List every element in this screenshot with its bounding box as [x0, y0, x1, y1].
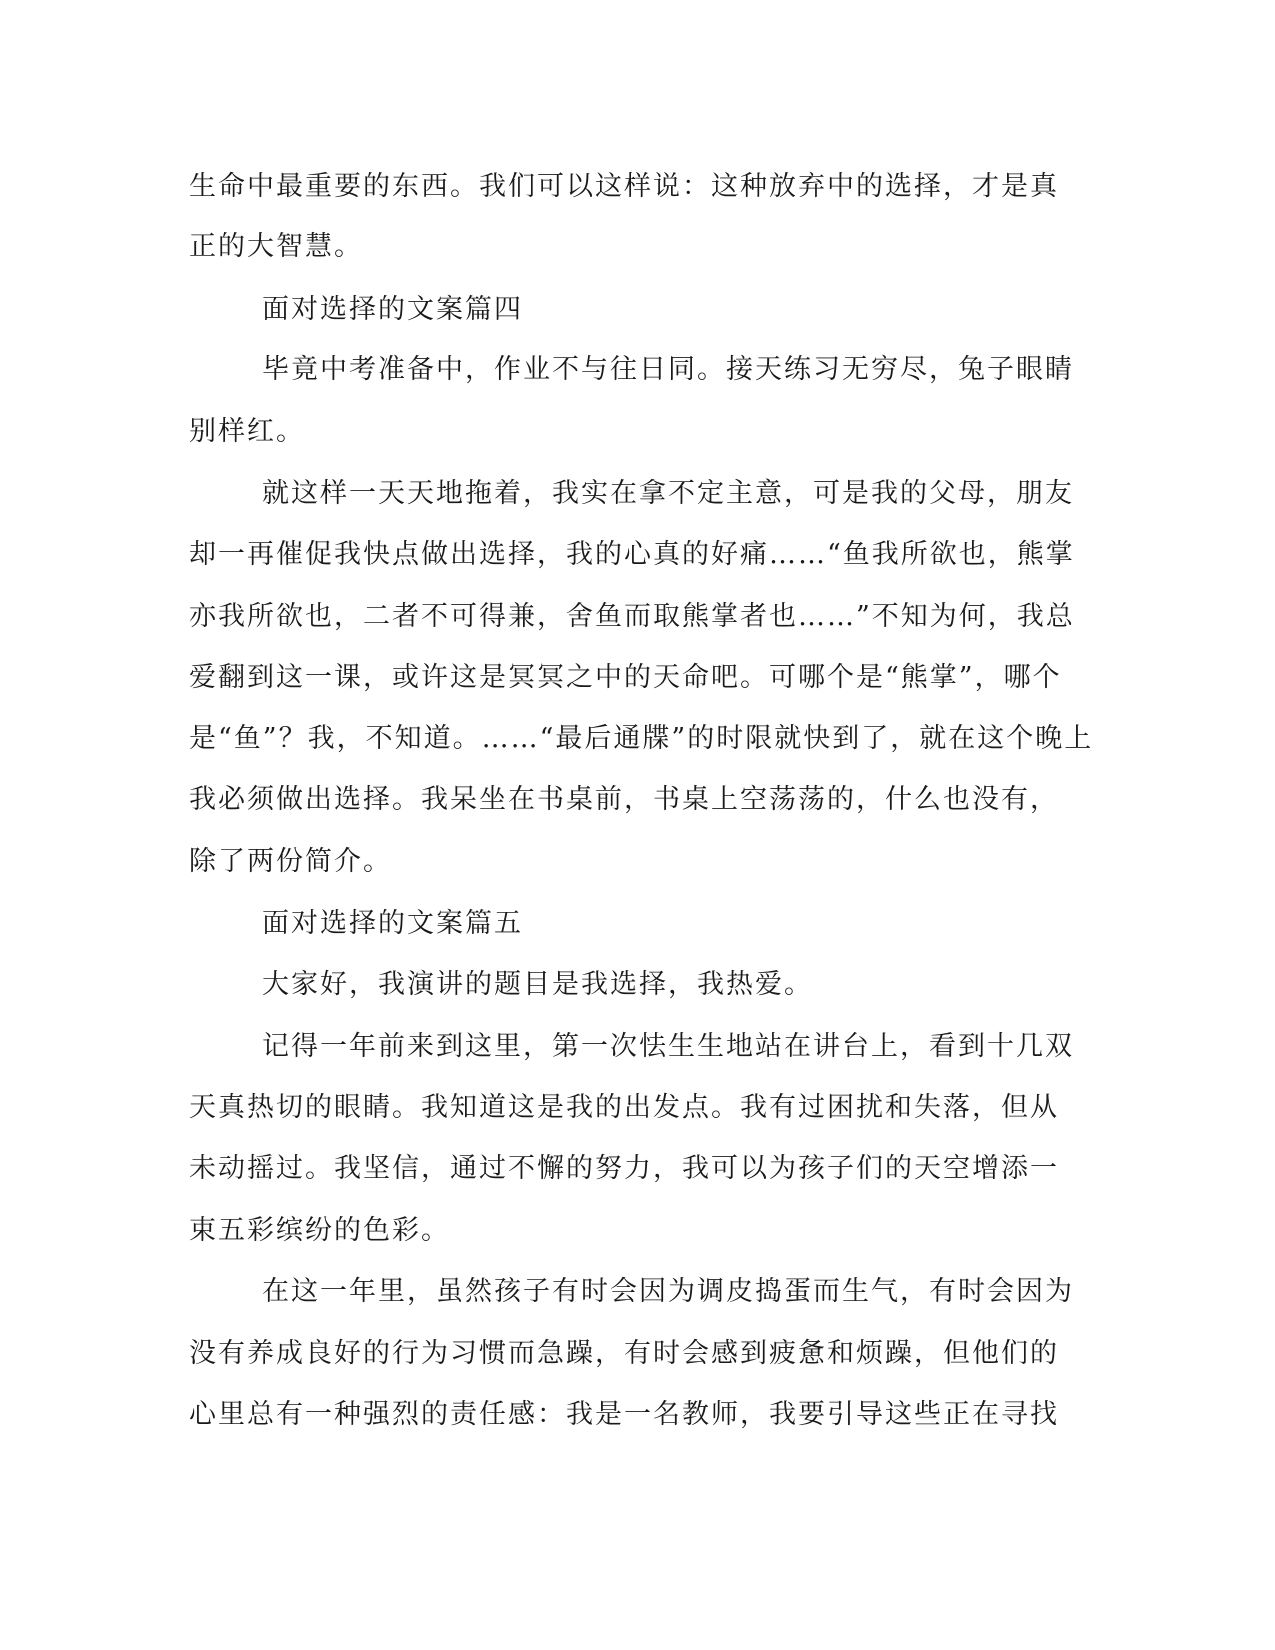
paragraph-line: 天真热切的眼睛。我知道这是我的出发点。我有过困扰和失落，但从 — [189, 1092, 1059, 1123]
paragraph-line: 在这一年里，虽然孩子有时会因为调皮捣蛋而生气，有时会因为 — [262, 1276, 1074, 1307]
paragraph-line: 爱翻到这一课，或许这是冥冥之中的天命吧。可哪个是“熊掌”，哪个 — [189, 662, 1062, 693]
paragraph-line: 是“鱼”？我，不知道。……“最后通牒”的时限就快到了，就在这个晚上 — [189, 723, 1094, 754]
paragraph-line: 记得一年前来到这里，第一次怯生生地站在讲台上，看到十几双 — [262, 1031, 1074, 1062]
paragraph-line: 未动摇过。我坚信，通过不懈的努力，我可以为孩子们的天空增添一 — [189, 1153, 1059, 1184]
paragraph-line: 除了两份简介。 — [189, 846, 392, 877]
paragraph-line: 束五彩缤纷的色彩。 — [189, 1215, 450, 1246]
paragraph-line: 我必须做出选择。我呆坐在书桌前，书桌上空荡荡的，什么也没有， — [189, 784, 1059, 815]
section-heading: 面对选择的文案篇五 — [262, 908, 523, 939]
paragraph-line: 没有养成良好的行为习惯而急躁，有时会感到疲惫和烦躁，但他们的 — [189, 1338, 1059, 1369]
paragraph-line: 心里总有一种强烈的责任感：我是一名教师，我要引导这些正在寻找 — [189, 1399, 1059, 1430]
paragraph-line: 亦我所欲也，二者不可得兼，舍鱼而取熊掌者也……”不知为何，我总 — [189, 601, 1075, 632]
paragraph-line: 正的大智慧。 — [189, 231, 363, 262]
paragraph-line: 生命中最重要的东西。我们可以这样说：这种放弃中的选择，才是真 — [189, 171, 1059, 202]
paragraph-line: 别样红。 — [189, 416, 305, 447]
section-heading: 面对选择的文案篇四 — [262, 294, 523, 325]
paragraph-line: 大家好，我演讲的题目是我选择，我热爱。 — [262, 969, 813, 1000]
paragraph-line: 毕竟中考准备中，作业不与往日同。接天练习无穷尽，兔子眼睛 — [262, 354, 1074, 385]
paragraph-line: 却一再催促我快点做出选择，我的心真的好痛……“鱼我所欲也，熊掌 — [189, 539, 1075, 570]
paragraph-line: 就这样一天天地拖着，我实在拿不定主意，可是我的父母，朋友 — [262, 478, 1074, 509]
